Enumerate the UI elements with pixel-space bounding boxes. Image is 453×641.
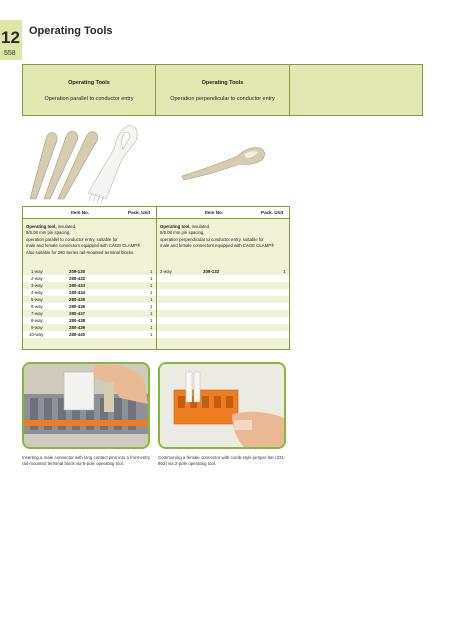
application-photo-commoning [158,362,286,449]
table-row-empty [157,317,289,324]
row-item-no: 280-440 [69,332,86,337]
table-row [23,331,156,338]
parallel-tools-image [26,119,144,203]
table-row [23,268,156,275]
left-col-item-header: Item No. [71,210,90,215]
table-row [23,275,156,282]
table-row-empty [157,275,289,282]
section-header [22,64,423,116]
header-col-parallel [23,65,156,115]
header-col1-subtitle: Operation parallel to conductor entry [44,96,134,102]
row-way: 5-way [31,297,43,302]
header-col-empty [290,65,422,115]
row-way: 8-way [31,318,43,323]
row-way: 10-way [29,332,44,337]
table-row [23,296,156,303]
right-col-item-header: Item No. [205,210,224,215]
row-pack-unit: 1 [150,290,153,295]
item-table [22,206,290,350]
header-col2-title: Operating Tools [201,80,244,86]
row-way: 1-way [31,269,43,274]
left-desc-l5: Also suitable for 280 Series rail-mounted terminal blocks. [26,249,135,255]
row-way: 6-way [31,304,43,309]
row-item-no: 280-439 [69,325,86,330]
row-item-no: 280-435 [69,297,86,302]
table-row [23,324,156,331]
row-pack-unit: 1 [150,304,153,309]
table-row-empty [157,289,289,296]
page-title: Operating Tools [29,25,113,37]
right-desc-l4: male and female connectors equipped with CAGE CLAMP® [160,243,275,249]
row-way: 2-way [31,276,43,281]
header-col1-title: Operating Tools [68,80,110,86]
application-photo-inserting [22,362,150,449]
right-col-pack-header: Pack. Unit [261,210,284,215]
row-pack-unit: 1 [150,297,153,302]
caption-inserting: Inserting a male connector with long contact pins into a front-entry rail-mounted terminal block via 5-pole operating tool. [22,455,151,466]
row-pack-unit: 1 [150,269,153,274]
row-item-no: 280-436 [69,304,86,309]
row-item-no: 280-438 [69,318,86,323]
row-way: 9-way [31,325,43,330]
table-row-empty [157,331,289,338]
header-col-perpendicular [156,65,290,115]
table-row [23,289,156,296]
row-item-no: 280-437 [69,311,86,316]
row-way: 7-way [31,311,43,316]
right-desc-l3: operation perpendicular to conductor entry, suitable for [160,236,264,242]
left-desc-l3: operation parallel to conductor entry, suitable for [26,236,118,242]
row-item-no: 280-434 [69,290,86,295]
terminal-block-illustration [24,364,148,447]
row-pack-unit: 1 [150,283,153,288]
left-desc-bold: Operating tool, [26,224,57,229]
left-col-pack-header: Pack. Unit [128,210,151,215]
row-item-no: 209-132 [203,269,220,274]
table-row [23,303,156,310]
row-pack-unit: 1 [150,332,153,337]
left-desc-l1: insulated, [56,224,77,229]
left-desc-l2: 5/5.08 mm pin spacing, [26,230,71,236]
orange-connector-illustration [160,364,284,447]
table-row [23,310,156,317]
row-pack-unit: 1 [150,311,153,316]
table-row [157,268,289,275]
page-number: 558 [4,50,16,57]
table-row [23,282,156,289]
row-item-no: 280-433 [69,283,86,288]
left-description [26,224,152,256]
row-way: 3-way [31,283,43,288]
right-description [160,224,286,250]
table-row [23,317,156,324]
chapter-number: 12 [1,28,20,47]
perpendicular-tool-image [178,138,270,188]
row-item-no: 280-432 [69,276,86,281]
caption-commoning: Commoning a female connector with comb-style jumper bar (231-902) via 2-pole operating tool. [158,455,286,466]
row-item-no: 209-130 [69,269,86,274]
row-pack-unit: 1 [150,318,153,323]
right-desc-bold: Operating tool, [160,224,191,229]
left-desc-l4: male and female connectors equipped with CAGE CLAMP® [26,243,141,249]
row-pack-unit: 1 [150,325,153,330]
right-desc-l2: 5/5.08 mm pin spacing, [160,230,205,236]
row-pack-unit: 1 [283,269,286,274]
row-pack-unit: 1 [150,276,153,281]
right-desc-l1: insulated, [190,224,211,229]
row-way: 4-way [31,290,43,295]
header-col2-subtitle: Operation perpendicular to conductor entry [170,96,275,102]
table-row-empty [157,303,289,310]
row-way: 2-way [160,269,172,274]
